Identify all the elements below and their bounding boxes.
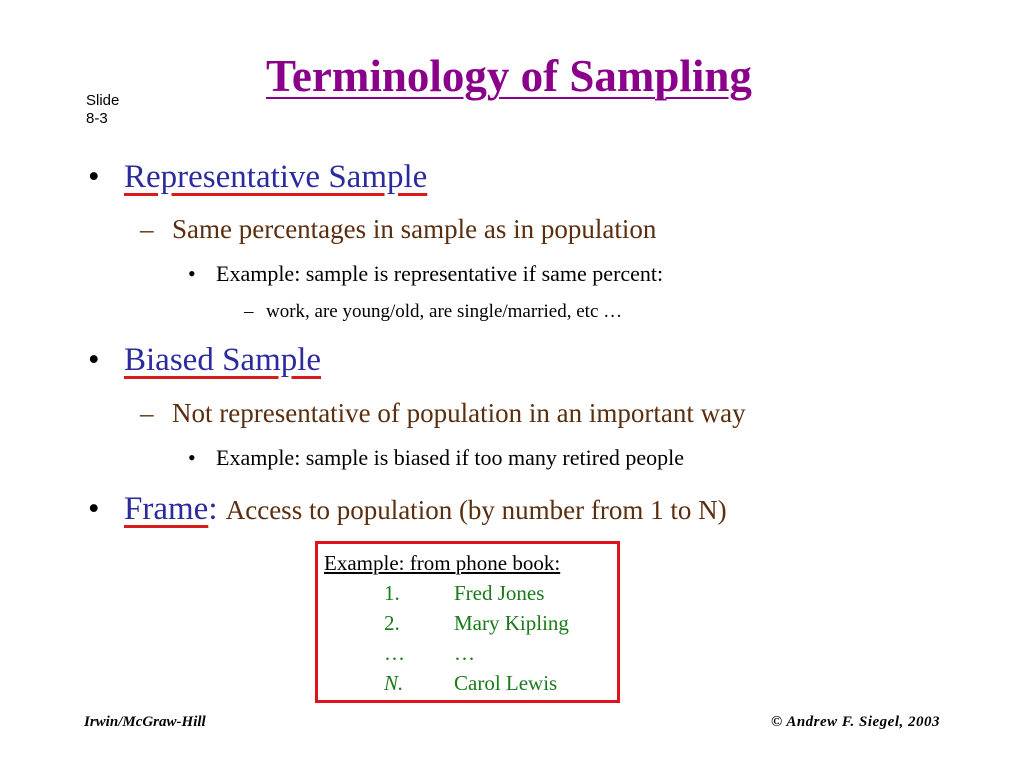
bullet-marker: •: [88, 491, 100, 527]
example-text: Example: sample is representative if same percent:: [216, 261, 664, 286]
entry-number: 2.: [384, 611, 400, 635]
bullet-marker: •: [188, 445, 196, 470]
phone-book-example-box: [315, 541, 620, 703]
sub-bullet-same-percentages: [140, 212, 656, 246]
detail-representative: [244, 300, 622, 324]
frame-description: Access to population (by number from 1 to N): [225, 495, 727, 525]
footer-copyright: © Andrew F. Siegel, 2003: [770, 714, 940, 730]
footer-publisher: Irwin/McGraw-Hill: [84, 714, 206, 730]
slide-number-label: [86, 92, 119, 128]
dash-marker: –: [140, 214, 154, 244]
entry-number: …: [384, 641, 405, 665]
dash-marker: –: [244, 301, 254, 322]
example-representative: [188, 260, 663, 288]
bullet-biased-sample: [88, 340, 321, 380]
bullet-representative-sample: [88, 157, 427, 197]
sub-bullet-text: Same percentages in sample as in population: [172, 214, 657, 244]
term-representative-sample: Representative Sample: [124, 159, 428, 195]
example-text: Example: sample is biased if too many retired people: [216, 445, 684, 470]
example-box-heading: Example: from phone book:: [324, 551, 561, 575]
term-biased-sample: Biased Sample: [124, 342, 322, 378]
phone-book-entry: [318, 668, 617, 698]
entry-name: Carol Lewis: [454, 671, 558, 695]
bullet-frame: [88, 489, 727, 530]
detail-text: work, are young/old, are single/married, etc …: [266, 301, 623, 322]
bullet-marker: •: [188, 261, 196, 286]
dash-marker: –: [140, 398, 154, 428]
slide-label-word: Slide: [86, 92, 120, 109]
entry-name: …: [454, 641, 475, 665]
entry-number: 1.: [384, 581, 400, 605]
phone-book-entry: [318, 578, 617, 608]
phone-book-entry: [318, 608, 617, 638]
sub-bullet-not-representative: [140, 396, 746, 430]
sub-bullet-text: Not representative of population in an important way: [172, 398, 746, 428]
bullet-marker: •: [88, 342, 100, 378]
entry-number: N.: [384, 671, 404, 695]
entry-name: Fred Jones: [454, 581, 545, 605]
bullet-marker: •: [88, 159, 100, 195]
entry-name: Mary Kipling: [454, 611, 569, 635]
example-biased: [188, 444, 684, 472]
slide-title: Terminology of Sampling: [266, 51, 752, 101]
frame-colon: :: [208, 491, 218, 527]
slide-label-number: 8-3: [86, 110, 108, 127]
phone-book-entry: [318, 638, 617, 668]
term-frame: Frame: [124, 491, 209, 527]
